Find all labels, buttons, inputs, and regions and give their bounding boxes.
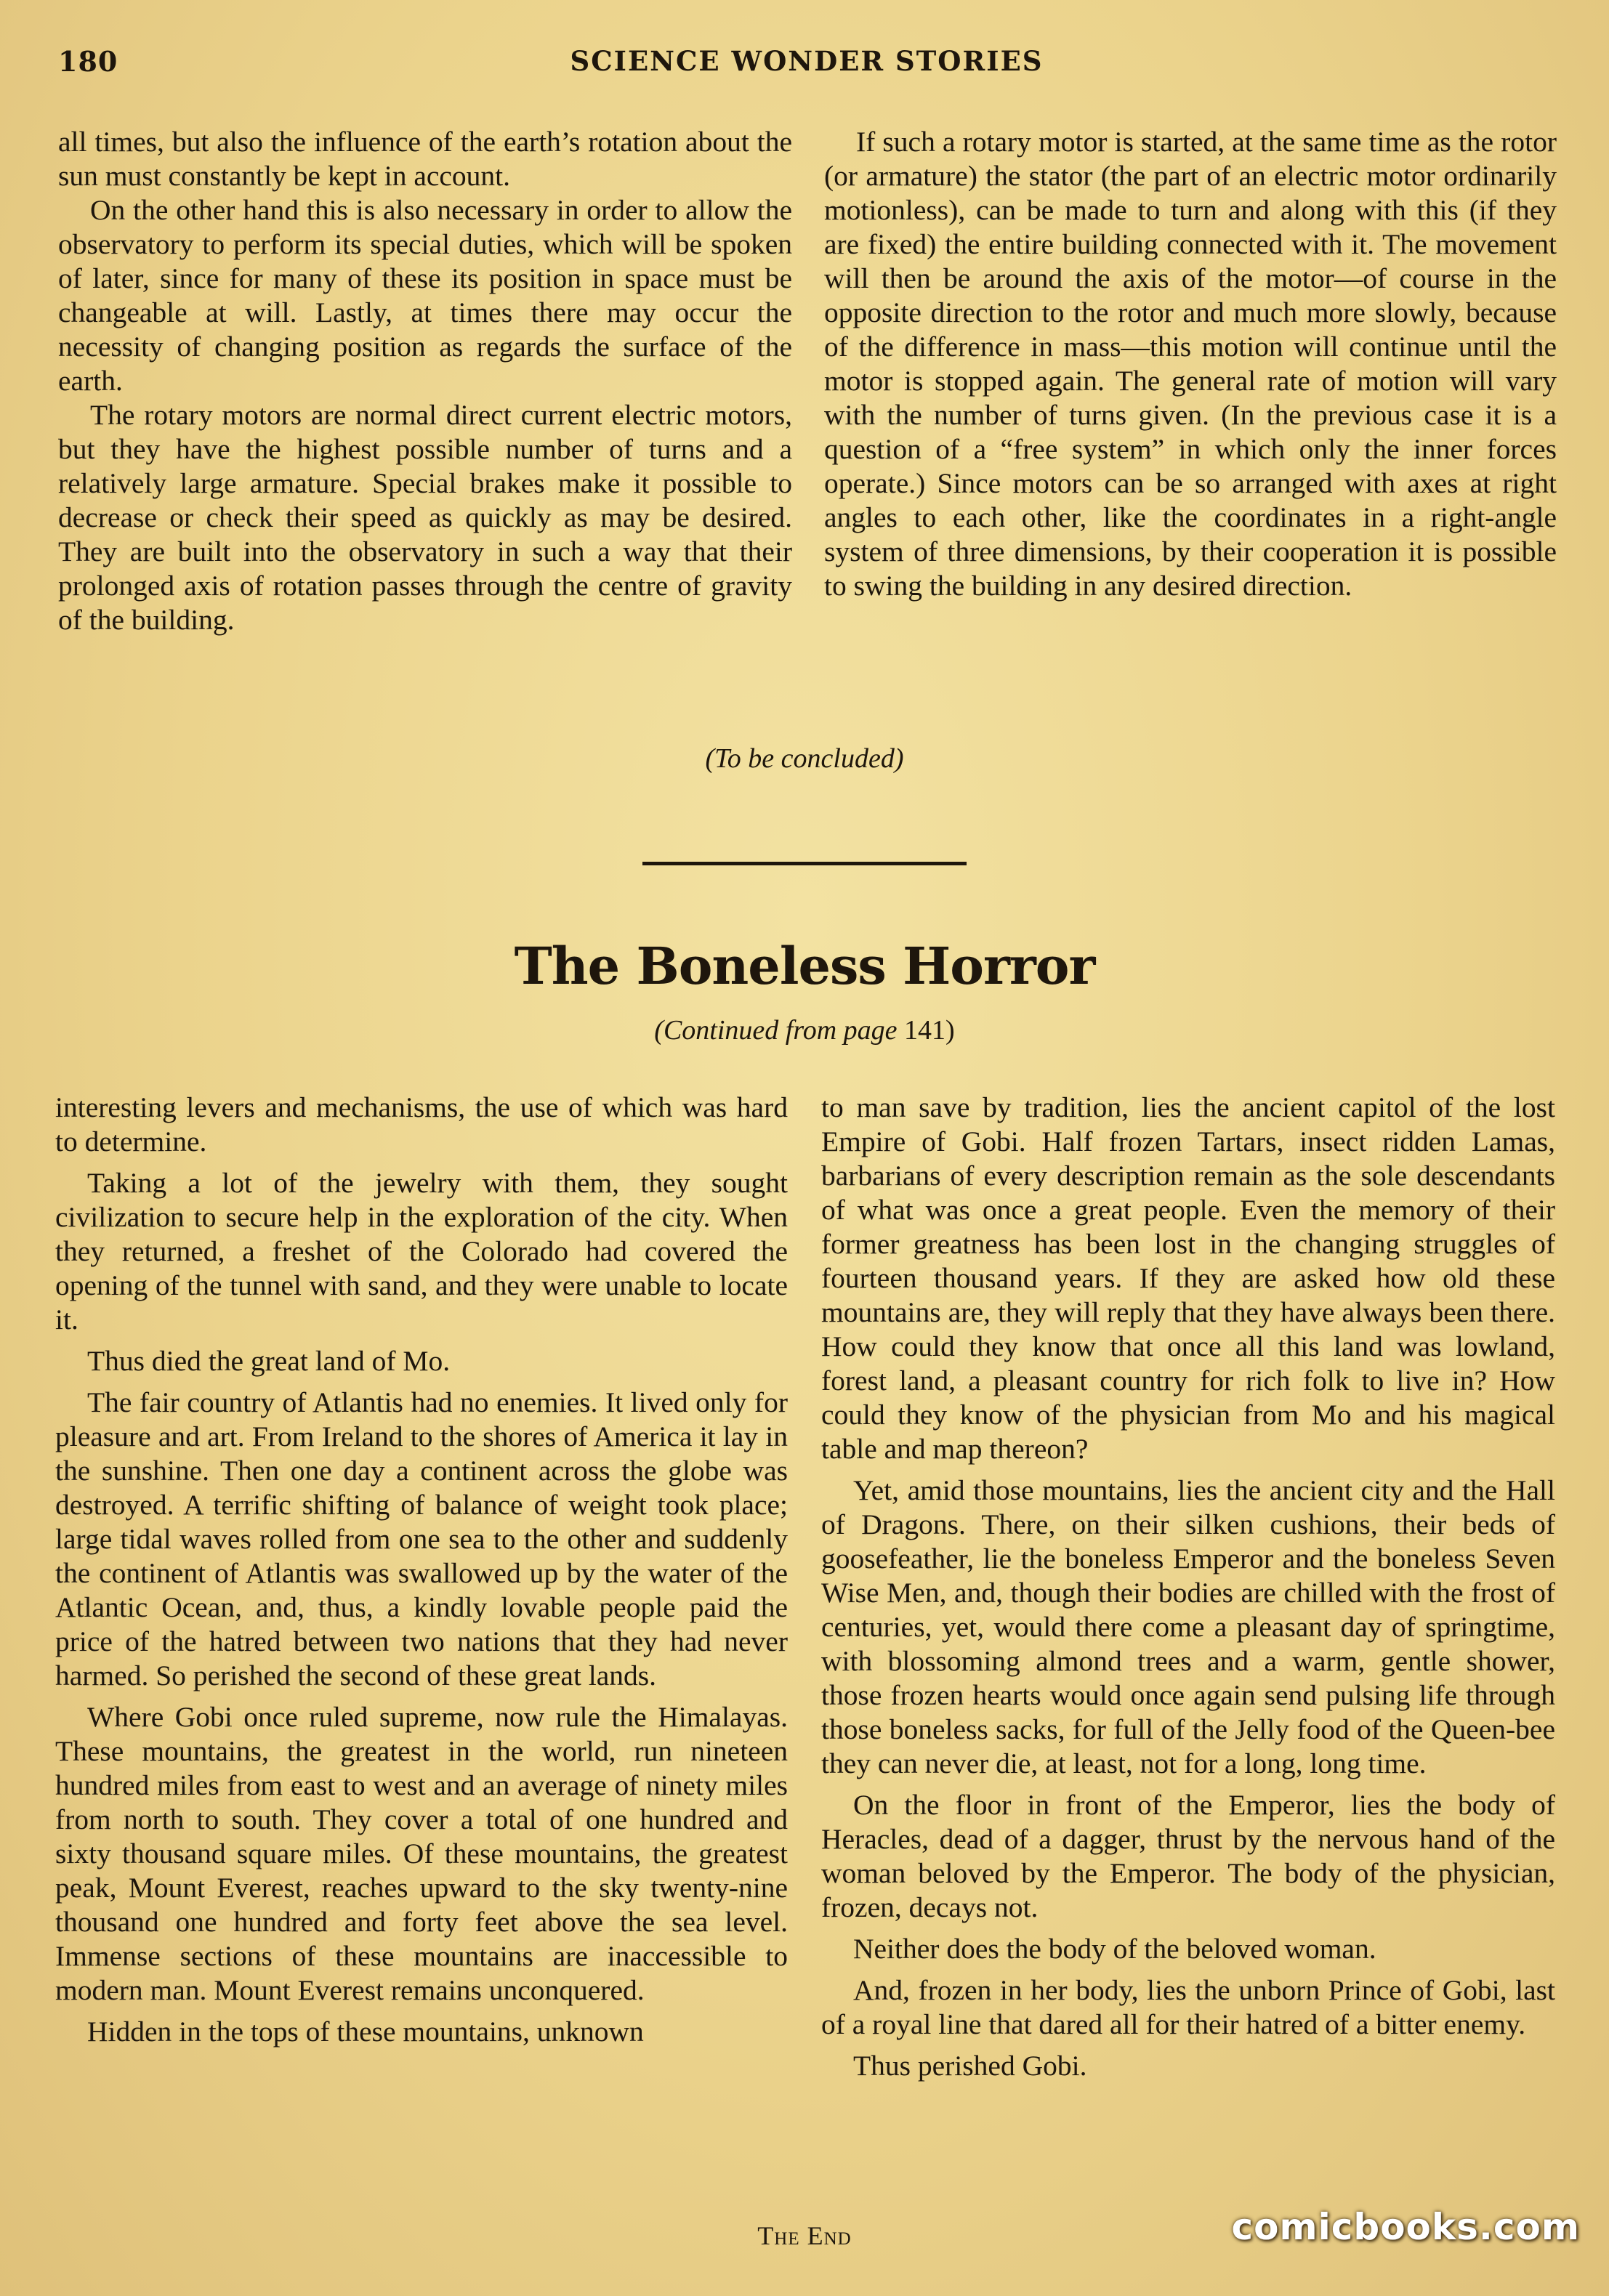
paragraph: to man save by tradition, lies the ancient capitol of the lost Empire of Gobi. Half frozen Tartars, insect ridden Lamas, barbarians of every description remain as the sole descendants of what was once a great people. Even the memory of their former greatness has been lost in the changing struggles of fourteen thousand years. If they are asked how old these mountains are, they will reply that they have always been there. How could they know that once all this land was lowland, forest land, a pleasant country for rich folk to live in? How could they know of the physician from Mo and his magical table and map thereon?	[821, 1091, 1555, 1465]
paragraph: Taking a lot of the jewelry with them, they sought civilization to secure help in the exploration of the city. When they returned, a freshet of the Colorado had covered the opening of the tunnel with sand, and they were unable to locate it.	[55, 1167, 788, 1335]
paragraph: And, frozen in her body, lies the unborn Prince of Gobi, last of a royal line that dared all for their hatred of a bitter enemy.	[821, 1974, 1555, 2040]
paragraph: Where Gobi once ruled supreme, now rule the Himalayas. These mountains, the greatest in the world, run nineteen hundred miles from east to west and an average of ninety miles from north to south. They cover a total of one hundred and sixty thousand square miles. Of these mountains, the greatest peak, Mount Everest, reaches upward to the sky twenty-nine thousand one hundred and forty feet above the sea level. Immense sections of these mountains are inaccessible to modern man. Mount Everest remains unconquered.	[55, 1701, 788, 2006]
paragraph: interesting levers and mechanisms, the use of which was hard to determine.	[55, 1091, 788, 1157]
paragraph: On the other hand this is also necessary in order to allow the observatory to perform its special duties, which will be spoken of later, since for many of these its position in space must be changeable at will. Lastly, at times there may occur the necessity of changing position as regards the surface of the earth.	[58, 194, 792, 397]
page-number: 180	[58, 45, 118, 78]
paragraph: Thus died the great land of Mo.	[87, 1345, 451, 1377]
paragraph: The rotary motors are normal direct current electric motors, but they have the highest possible number of turns and a relatively large armature. Special brakes make it possible to decrease or check their speed as quickly as may be desired. They are built into the observatory in such a way that their prolonged axis of rotation passes through the centre of gravity of the building.	[58, 399, 792, 636]
section1-left-column	[58, 125, 792, 637]
watermark: comicbooks.com	[1231, 2206, 1580, 2248]
paragraph: The fair country of Atlantis had no enemies. It lived only for pleasure and art. From Ireland to the shores of America it lay in the sunshine. Then one day a continent across the globe was destroyed. A terrific shifting of balance of weight took place; large tidal waves rolled from one sea to the other and suddenly the continent of Atlantis was swallowed up by the water of the Atlantic Ocean, and, thus, a kindly lovable people paid the price of the hatred between two nations that they had never harmed. So perished the second of these great lands.	[55, 1386, 788, 1691]
continued-suffix: )	[945, 1015, 955, 1046]
to-be-concluded-note: (To be concluded)	[705, 743, 904, 774]
paragraph: Thus perished Gobi.	[853, 2050, 1087, 2082]
magazine-title: SCIENCE WONDER STORIES	[570, 45, 1044, 77]
section-divider	[642, 862, 967, 865]
story-right-column	[821, 1091, 1555, 2083]
paragraph: On the floor in front of the Emperor, lies the body of Heracles, dead of a dagger, thrust by the nervous hand of the woman beloved by the Emperor. The body of the physician, frozen, decays not.	[821, 1789, 1555, 1923]
paragraph: Yet, amid those mountains, lies the ancient city and the Hall of Dragons. There, on their silken cushions, their beds of goosefeather, lie the boneless Emperor and the boneless Seven Wise Men, and, though their bodies are chilled with the frost of centuries, yet, would there come a pleasant day of springtime, with blossoming almond trees and a warm, gentle shower, those frozen hearts would once again send pulsing life through those boneless sacks, for full of the Jelly food of the Queen-bee they can never die, at least, not for a long, long time.	[821, 1474, 1555, 1779]
the-end: The End	[757, 2221, 852, 2250]
story-title: The Boneless Horror	[514, 936, 1095, 996]
continued-prefix: (Continued from page	[654, 1015, 898, 1046]
story-left-column	[55, 1091, 788, 2049]
paragraph: all times, but also the influence of the earth’s rotation about the sun must constantly be kept in account.	[58, 126, 792, 192]
paragraph: Neither does the body of the beloved woman.	[853, 1933, 1376, 1965]
running-head	[58, 45, 1555, 89]
paragraph: If such a rotary motor is started, at the same time as the rotor (or armature) the stator (the part of an electric motor ordinarily motionless), can be made to turn and along with this (if they are fixed) the entire building connected with it. The movement will then be around the axis of the motor—of course in the opposite direction to the rotor and much more slowly, because of the difference in mass—this motion will continue until the motor is stopped again. The general rate of motion will vary with the number of turns given. (In the previous case it is a question of a “free system” in which only the inner forces operate.) Since motors can be so arranged with axes at right angles to each other, like the coordinates in a right-angle system of three dimensions, by their cooperation it is possible to swing the building in any desired direction.	[824, 126, 1557, 602]
paragraph: Hidden in the tops of these mountains, unknown	[87, 2016, 644, 2048]
continued-note	[0, 1014, 1609, 1046]
section1-right-column	[824, 125, 1557, 603]
continued-page-number: 141	[904, 1015, 946, 1046]
